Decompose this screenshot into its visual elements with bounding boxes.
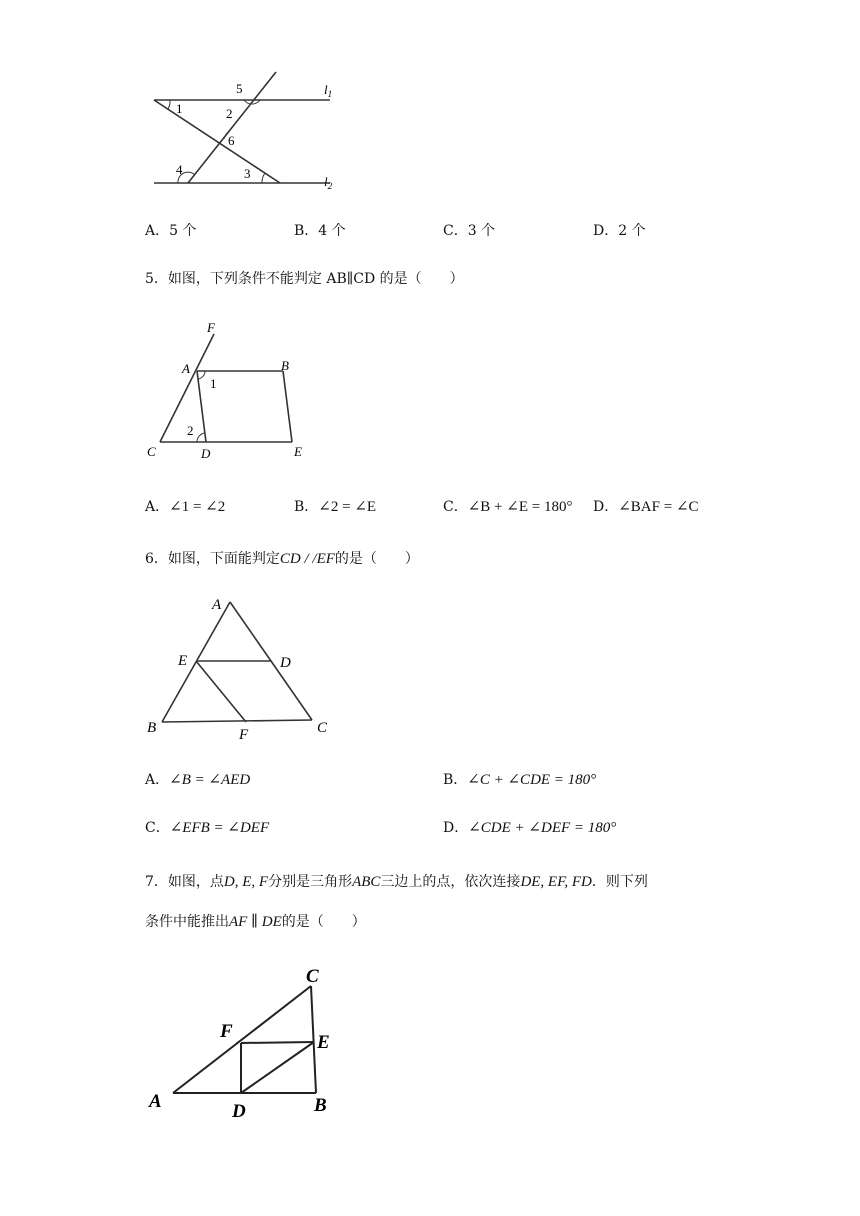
- q6-option-c[interactable]: C．∠EFB = ∠DEF: [145, 820, 270, 836]
- fig7-label-E: E: [317, 1032, 330, 1053]
- fig4-label-l1: $l_1$: [324, 82, 333, 99]
- fig4-label-2: 2: [226, 106, 233, 121]
- q7-figure: [140, 956, 350, 1126]
- fig7-label-A: A: [149, 1091, 162, 1112]
- q5-figure: [140, 316, 330, 466]
- fig7-label-C: C: [306, 966, 319, 987]
- fig6-label-E: E: [178, 653, 188, 669]
- q5-option-c[interactable]: C．∠B + ∠E = 180°: [443, 499, 573, 515]
- fig7-label-B: B: [314, 1095, 327, 1116]
- q5-option-a[interactable]: A．∠1 = ∠2: [145, 499, 226, 515]
- q4-option-b[interactable]: B．4 个: [294, 223, 346, 239]
- q7-stem-line1: 7．如图，点D, E, F分别是三角形ABC三边上的点，依次连接DE, EF, FD．则下列: [145, 874, 648, 890]
- fig6-label-F: F: [239, 727, 249, 743]
- q6-figure: [140, 592, 350, 748]
- q5-option-d[interactable]: D．∠BAF = ∠C: [593, 499, 699, 515]
- q6-option-b[interactable]: B．∠C + ∠CDE = 180°: [443, 772, 597, 788]
- fig6-label-B: B: [147, 720, 157, 736]
- transversal-b: [154, 100, 280, 183]
- fig5-label-C: C: [147, 444, 156, 459]
- fig4-label-l2: $l_2$: [324, 174, 333, 191]
- q6-option-a[interactable]: A．∠B = ∠AED: [145, 772, 251, 788]
- fig5-label-F: F: [207, 320, 215, 335]
- q6-number: 6．: [145, 551, 168, 567]
- fig6-label-D: D: [280, 655, 291, 671]
- fig5-label-D: D: [201, 446, 211, 461]
- q7-stem-line2: 条件中能推出AF ∥ DE的是（ ）: [145, 914, 366, 930]
- fig5-label-E: E: [294, 444, 302, 459]
- q5-stem-text: 如图，下列条件不能判定 AB∥CD 的是（ ）: [167, 271, 464, 287]
- fig4-label-6: 6: [228, 133, 235, 148]
- q4-figure: [140, 66, 370, 196]
- q6-stem: 6．如图，下面能判定CD / /EF的是（ ）: [145, 551, 419, 567]
- q5-stem: [145, 269, 464, 289]
- q7-number: 7．: [145, 874, 168, 890]
- fig4-label-5: 5: [236, 81, 243, 96]
- q5-number: 5．: [145, 271, 168, 287]
- q4-option-c[interactable]: C．3 个: [443, 223, 496, 239]
- fig5-label-1: 1: [210, 376, 217, 391]
- fig5-label-2: 2: [187, 423, 194, 438]
- fig4-label-1: 1: [176, 101, 183, 116]
- q5-option-b[interactable]: B．∠2 = ∠E: [294, 499, 377, 515]
- fig5-label-B: B: [281, 358, 289, 373]
- fig5-label-A: A: [182, 361, 190, 376]
- fig7-label-D: D: [232, 1101, 246, 1122]
- transversal-a: [188, 72, 276, 183]
- fig4-label-3: 3: [244, 166, 251, 181]
- fig4-label-4: 4: [176, 162, 183, 177]
- fig6-label-C: C: [317, 720, 328, 736]
- q6-option-d[interactable]: D．∠CDE + ∠DEF = 180°: [443, 820, 617, 836]
- fig6-label-A: A: [212, 597, 222, 613]
- fig7-label-F: F: [220, 1021, 233, 1042]
- q4-option-d[interactable]: D．2 个: [593, 223, 646, 239]
- q4-option-a[interactable]: A．5 个: [145, 223, 197, 239]
